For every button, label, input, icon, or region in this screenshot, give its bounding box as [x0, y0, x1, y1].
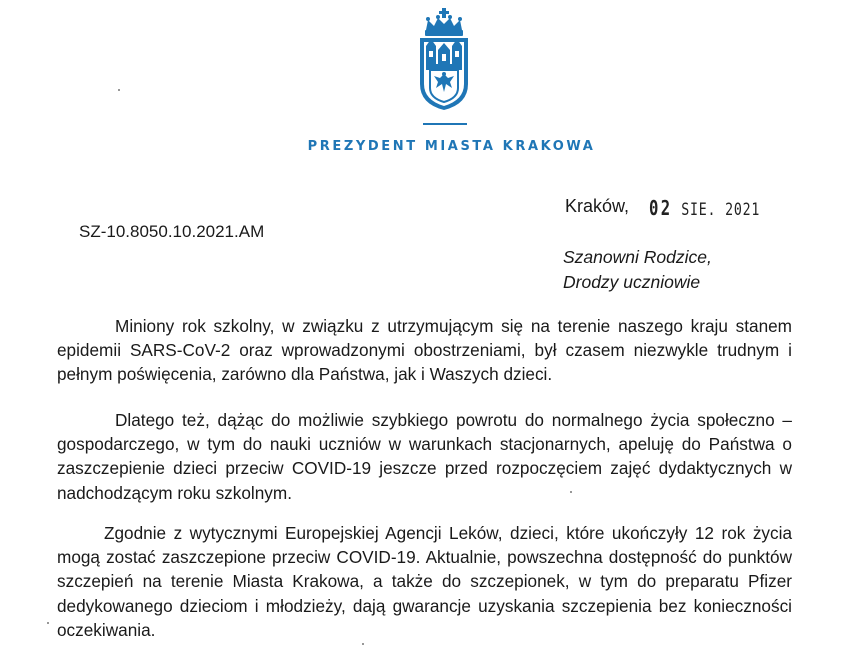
salutation-line-1: Szanowni Rodzice, [563, 247, 712, 267]
salutation-line-2: Drodzy uczniowie [563, 272, 701, 292]
letterhead-title [0, 139, 843, 154]
date-stamp [649, 196, 760, 220]
letterhead-title-text: PREZYDENT MIASTA KRAKOWA [307, 139, 596, 154]
salutation [563, 245, 712, 295]
date-stamp-month-year: SIE. 2021 [681, 200, 761, 220]
letterhead-divider [423, 123, 467, 125]
scan-speck [362, 643, 364, 645]
place-date [565, 196, 761, 220]
paragraph-1: Miniony rok szkolny, w związku z utrzymującym się na terenie naszego kraju stanem epidemii SARS-CoV-2 oraz wprowadzonymi obostrzeniami, był czasem niezwykle trudnym i pełnym poświęcenia, zarówno dla Państwa, jak i Waszych dzieci. [57, 316, 792, 385]
scan-speck [47, 622, 49, 624]
place-label: Kraków, [565, 196, 630, 216]
date-stamp-day: 02 [649, 196, 673, 220]
reference-number: SZ-10.8050.10.2021.AM [79, 222, 265, 241]
scan-speck [570, 491, 572, 493]
scan-speck [118, 89, 120, 91]
paragraph-3: Zgodnie z wytycznymi Europejskiej Agencji Leków, dzieci, które ukończyły 12 rok życia mogą zostać zaszczepione przeciw COVID-19. Aktualnie, powszechna dostępność do punktów szczepień na terenie Miasta Krakowa, a także do szczepionek, w tym do preparatu Pfizer dedykowanego dzieciom i młodzieży, dają gwarancje uzyskania szczepienia bez konieczności oczekiwania. [57, 523, 792, 640]
paragraph-2: Dlatego też, dążąc do możliwie szybkiego powrotu do normalnego życia społeczno – gospodarczego, w tym do nauki uczniów w warunkach stacjonarnych, apeluję do Państwa o zaszczepienie dzieci przeciw COVID-19 jeszcze przed rozpoczęciem zajęć dydaktycznych w nadchodzącym roku szkolnym. [57, 410, 792, 503]
krakow-coat-of-arms-icon [414, 8, 474, 112]
